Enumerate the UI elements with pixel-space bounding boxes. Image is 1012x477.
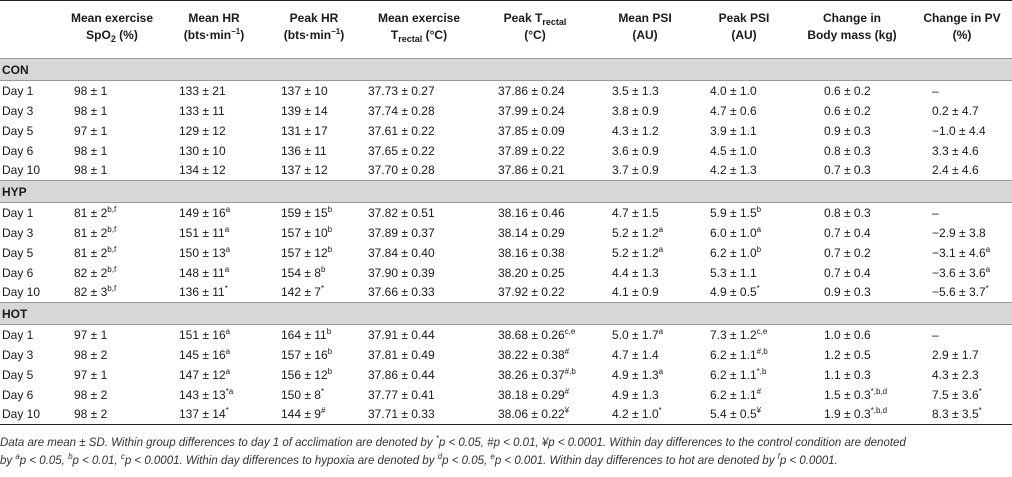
table-cell: 98 ± 2	[74, 347, 108, 362]
table-cell: $157 \pm 10^b$	[281, 224, 333, 240]
table-cell: 1.1 ± 0.3	[824, 367, 871, 382]
table-cell: 37.89 ± 0.37	[368, 225, 435, 240]
significance-marker: *	[978, 406, 982, 416]
footnote-line-1: Data are mean ± SD. Within group differences to day 1 of acclimation are denoted by *p < 0.05, #p < 0.01, ¥p < 0.0001. Within day differences to the control condition are denoted	[0, 434, 906, 449]
column-header-5: Peak $T_{rectal}$ (°C)	[503, 11, 567, 42]
table-cell: $1.5 \pm 0.3^{*,b,d}$	[824, 386, 888, 402]
table-cell: 4.3 ± 2.3	[932, 367, 979, 382]
significance-marker: *a	[225, 386, 234, 396]
table-cell: 98 ± 2	[74, 387, 108, 402]
day-label: Day 10	[2, 285, 41, 300]
significance-marker: a	[658, 326, 664, 336]
table-cell: $81 \pm 2^{b,f}$	[74, 204, 117, 220]
significance-marker: *	[320, 284, 325, 294]
group-row	[0, 303, 1012, 325]
table-cell: 137 ± 10	[281, 83, 328, 98]
table-cell: 98 ± 1	[74, 143, 108, 158]
table-cell: 150 ± 8*	[281, 386, 325, 402]
table-cell: $150 \pm 13^a$	[179, 244, 231, 260]
significance-marker: *	[225, 406, 229, 416]
table-cell: 98 ± 2	[62, 405, 162, 425]
table-cell: $81 \pm 2^{b,f}$	[74, 244, 117, 260]
table-cell: 4.0 ± 1.0	[710, 83, 757, 98]
significance-marker: b,f	[107, 244, 117, 254]
significance-marker: a	[225, 326, 231, 336]
table-cell: 144 ± 9#	[266, 405, 362, 425]
table-cell: $82 \pm 2^{b,f}$	[74, 264, 117, 280]
table-cell: $156 \pm 12^b$	[281, 366, 333, 382]
table-cell: −3.6 ± 3.6$^a$	[932, 264, 991, 280]
significance-marker: #	[756, 386, 762, 396]
table-cell: 37.77 ± 0.41	[368, 387, 435, 402]
table-cell: 37.81 ± 0.49	[368, 347, 435, 362]
column-header-7: Peak PSI (AU)	[718, 11, 770, 42]
table-cell: −2.9 ± 3.8	[932, 225, 986, 240]
table-cell: 5.9 ± 1.5$^b$	[710, 204, 762, 220]
table-cell: 4.9 ± 1.3	[612, 387, 659, 402]
superscript: f	[777, 452, 780, 461]
significance-marker: a	[756, 224, 762, 234]
table-cell: −3.1 ± 4.6$^a$	[932, 244, 991, 260]
day-label: Day 5	[2, 245, 34, 260]
table-cell: 38.14 ± 0.29	[498, 225, 565, 240]
table-cell: 3.7 ± 0.9	[612, 163, 659, 178]
column-header-1: Mean exercise SpO$_2$ (%)	[70, 11, 154, 44]
significance-marker: b	[327, 204, 333, 214]
significance-marker: b,f	[107, 264, 117, 274]
significance-marker: #,b	[756, 346, 768, 356]
footnote-line-2: by $^a$p < 0.05, $^b$p < 0.01, $^c$p < 0.0001. Within day differences to hypoxia are denoted by $^d$p < 0.05, $^e$p < 0.001. Within day differences to hot are denoted by $^f$p < 0.0001.	[0, 452, 838, 467]
significance-marker: a	[225, 244, 231, 254]
table-cell: $6.2 \pm 1.1^{*,b}$	[710, 366, 767, 382]
table-cell: $1.9 \pm 0.3^{*,b,d}$	[792, 405, 912, 425]
table-cell: $6.2 \pm 1.1^{\#,b}$	[710, 346, 768, 362]
table-cell: $147 \pm 12^a$	[179, 366, 231, 382]
table-cell: 0.6 ± 0.2	[824, 103, 871, 118]
significance-marker: #	[564, 346, 570, 356]
day-label: Day 6	[2, 265, 34, 280]
significance-marker: #	[320, 406, 326, 416]
table-cell: 5.2 ± 1.2$^a$	[612, 224, 664, 240]
table-cell: 37.61 ± 0.22	[368, 123, 435, 138]
table-row	[0, 203, 1012, 223]
table-cell: 4.2 ± 1.0*	[594, 405, 696, 425]
table-cell: $7.3 \pm 1.2^{c,e}$	[710, 326, 768, 342]
superscript: d	[437, 452, 443, 461]
table-cell: 6.2 ± 1.1#	[710, 386, 762, 402]
table-cell: 98 ± 1	[74, 163, 108, 178]
table-cell: 97 ± 1	[74, 367, 108, 382]
table-cell: 5.4 ± 0.5¥	[696, 405, 792, 425]
table-cell: 7.5 ± 3.6*	[932, 386, 982, 402]
significance-marker: b	[327, 346, 333, 356]
table-cell: 142 ± 7*	[281, 284, 325, 300]
table-cell: 2.9 ± 1.7	[932, 347, 979, 362]
significance-marker: b	[327, 366, 333, 376]
group-label: CON	[0, 59, 1012, 81]
table-cell: 0.2 ± 4.7	[932, 103, 979, 118]
table-cell: 0.7 ± 0.4	[824, 225, 871, 240]
table-cell: 136 ± 11*	[179, 284, 228, 300]
table-cell: $38.68 \pm 0.26^{c,e}$	[498, 326, 576, 342]
day-label: Day 10	[0, 405, 62, 425]
table-cell: 6.0 ± 1.0$^a$	[710, 224, 762, 240]
table-row	[0, 243, 1012, 263]
significance-marker: *	[756, 284, 760, 294]
table-cell: 37.90 ± 0.39	[368, 265, 435, 280]
significance-marker: b,f	[107, 284, 117, 294]
table-cell: 136 ± 11	[281, 143, 327, 158]
table-cell: 37.89 ± 0.22	[498, 143, 565, 158]
table-cell: 4.7 ± 0.6	[710, 103, 757, 118]
column-header-0	[0, 1, 62, 59]
table-cell: 133 ± 21	[179, 83, 226, 98]
column-header-4: Mean exercise $T_{rectal}$ (°C)	[377, 11, 461, 44]
table-cell: 98 ± 1	[74, 103, 108, 118]
table-cell: 0.7 ± 0.3	[824, 163, 871, 178]
table-cell: 37.70 ± 0.28	[368, 163, 435, 178]
table-cell: 38.16 ± 0.46	[498, 205, 565, 220]
table-cell: $143 \pm 13^{*a}$	[179, 386, 234, 402]
header-row	[0, 1, 1012, 59]
significance-marker: b,f	[107, 204, 117, 214]
table-cell: $82 \pm 3^{b,f}$	[74, 284, 117, 300]
table-cell: 0.8 ± 0.3	[824, 143, 871, 158]
table-cell: 5.0 ± 1.7$^a$	[612, 326, 664, 342]
significance-marker: *	[658, 406, 662, 416]
table-cell: 0.8 ± 0.3	[824, 205, 871, 220]
table-cell: 5.2 ± 1.2$^a$	[612, 244, 664, 260]
day-label: Day 6	[2, 387, 34, 402]
superscript: −1	[331, 27, 341, 36]
table-cell: 1.2 ± 0.5	[824, 347, 871, 362]
table-body	[0, 59, 1012, 425]
superscript: *	[435, 434, 439, 443]
table-cell: 133 ± 11	[179, 103, 225, 118]
significance-marker: b	[756, 204, 762, 214]
table-cell: $151 \pm 16^a$	[179, 326, 231, 342]
day-label: Day 5	[2, 367, 34, 382]
day-label: Day 1	[2, 327, 34, 342]
table-cell: 4.4 ± 1.3	[612, 265, 659, 280]
significance-marker: *	[985, 284, 989, 294]
significance-marker: ¥	[564, 406, 570, 416]
table-cell: 4.2 ± 1.3	[710, 163, 757, 178]
significance-marker: #,b	[564, 366, 576, 376]
table-cell: 134 ± 12	[179, 163, 226, 178]
significance-marker: a	[985, 264, 991, 274]
column-header-9: Change in PV (%)	[923, 11, 1001, 42]
table-cell: $38.26 \pm 0.37^{\#,b}$	[498, 366, 576, 382]
group-label: HOT	[0, 303, 1012, 325]
significance-marker: *	[978, 386, 982, 396]
table-cell: 4.1 ± 0.9	[612, 285, 659, 300]
significance-marker: b	[320, 264, 326, 274]
table-cell: −1.0 ± 4.4	[932, 123, 986, 138]
table-cell: $154 \pm 8^b$	[281, 264, 326, 280]
table-cell: 0.9 ± 0.3	[824, 123, 871, 138]
table-cell: 0.7 ± 0.2	[824, 245, 871, 260]
table-row	[0, 141, 1012, 161]
significance-marker: a	[225, 366, 231, 376]
significance-marker: a	[225, 204, 231, 214]
subscript: 2	[110, 34, 116, 44]
significance-marker: c,e	[564, 326, 576, 336]
table-cell: 4.9 ± 0.5*	[710, 284, 760, 300]
day-label: Day 1	[2, 205, 34, 220]
significance-marker: a	[985, 244, 991, 254]
table-row	[0, 365, 1012, 385]
table-cell: –	[932, 83, 939, 98]
table-cell: 37.74 ± 0.28	[368, 103, 435, 118]
group-row	[0, 59, 1012, 81]
table-cell: 37.91 ± 0.44	[368, 327, 435, 342]
subscript: rectal	[398, 34, 423, 44]
table-cell: 37.86 ± 0.21	[498, 163, 565, 178]
day-label: Day 1	[2, 83, 34, 98]
table-cell: 38.06 ± 0.22¥	[476, 405, 594, 425]
significance-marker: b	[756, 244, 762, 254]
significance-marker: *,b,d	[870, 386, 888, 396]
table-cell: $164 \pm 11^b$	[281, 326, 332, 342]
table-cell: 130 ± 10	[179, 143, 226, 158]
table-cell: $148 \pm 11^a$	[179, 264, 230, 280]
table-cell: 38.22 ± 0.38#	[498, 346, 570, 362]
significance-marker: #	[564, 386, 570, 396]
table-cell: 1.0 ± 0.6	[824, 327, 871, 342]
significance-marker: c,e	[756, 326, 768, 336]
day-label: Day 3	[2, 103, 34, 118]
significance-marker: a	[658, 366, 664, 376]
group-label: HYP	[0, 181, 1012, 203]
superscript: e	[490, 452, 495, 461]
table-cell: 131 ± 17	[281, 123, 328, 138]
table-cell: 4.3 ± 1.2	[612, 123, 659, 138]
table-cell: 3.5 ± 1.3	[612, 83, 659, 98]
table-cell: 0.6 ± 0.2	[824, 83, 871, 98]
table-cell: $151 \pm 11^a$	[179, 224, 230, 240]
table-cell: 139 ± 14	[281, 103, 328, 118]
group-row	[0, 181, 1012, 203]
table-cell: 97 ± 1	[74, 123, 108, 138]
day-label: Day 5	[2, 123, 34, 138]
significance-marker: a	[658, 244, 664, 254]
table-footnote	[0, 434, 1008, 470]
table-cell: 4.5 ± 1.0	[710, 143, 757, 158]
table-cell: $145 \pm 16^a$	[179, 346, 231, 362]
table-cell: 37.92 ± 0.22	[498, 285, 565, 300]
table-row	[0, 283, 1012, 303]
table-row	[0, 385, 1012, 405]
column-header-6: Mean PSI (AU)	[618, 11, 672, 42]
table-row	[0, 161, 1012, 181]
column-header-2: Mean HR $(bts\cdot\min^{-1})$	[183, 11, 245, 42]
table-cell: 8.3 ± 3.5*	[912, 405, 1012, 425]
table-cell: $157 \pm 16^b$	[281, 346, 333, 362]
table-cell: 37.66 ± 0.33	[368, 285, 435, 300]
table-cell: 137 ± 12	[281, 163, 328, 178]
table-cell: 4.7 ± 1.5	[612, 205, 659, 220]
table-row	[0, 405, 1012, 425]
significance-marker: a	[658, 224, 664, 234]
table-cell: 3.9 ± 1.1	[710, 123, 757, 138]
table-cell: 6.2 ± 1.0$^b$	[710, 244, 762, 260]
table-cell: 37.85 ± 0.09	[498, 123, 565, 138]
table-cell: 37.86 ± 0.24	[498, 83, 565, 98]
table-cell: $157 \pm 12^b$	[281, 244, 333, 260]
table-header	[0, 1, 1012, 59]
column-header-8: Change in Body mass (kg)	[807, 11, 897, 42]
table-row	[0, 263, 1012, 283]
significance-marker: b	[326, 326, 332, 336]
table-row	[0, 101, 1012, 121]
table-cell: 37.86 ± 0.44	[368, 367, 435, 382]
table-row	[0, 325, 1012, 345]
column-header-3: Peak HR $(bts\cdot\min^{-1})$	[283, 11, 345, 42]
table-cell: 37.73 ± 0.27	[368, 83, 435, 98]
table-cell: 4.7 ± 1.4	[612, 347, 659, 362]
table-row	[0, 223, 1012, 243]
table-cell: 5.3 ± 1.1	[710, 265, 757, 280]
table-row	[0, 121, 1012, 141]
table-cell: 3.3 ± 4.6	[932, 143, 979, 158]
significance-marker: b,f	[107, 224, 117, 234]
significance-marker: *	[224, 284, 228, 294]
superscript: b	[68, 452, 73, 461]
significance-marker: a	[225, 346, 231, 356]
superscript: −1	[231, 27, 241, 36]
table-cell: 98 ± 1	[74, 83, 108, 98]
day-label: Day 6	[2, 143, 34, 158]
table-cell: 37.65 ± 0.22	[368, 143, 435, 158]
table-cell: 97 ± 1	[74, 327, 108, 342]
table-cell: 37.99 ± 0.24	[498, 103, 565, 118]
table-row	[0, 81, 1012, 101]
significance-marker: b	[327, 224, 333, 234]
table-cell: –	[932, 327, 939, 342]
significance-marker: *	[320, 386, 325, 396]
table-cell: $149 \pm 16^a$	[179, 204, 231, 220]
table-cell: 37.82 ± 0.51	[368, 205, 435, 220]
table-row	[0, 345, 1012, 365]
significance-marker: *,b,d	[870, 406, 888, 416]
table-cell: 38.16 ± 0.38	[498, 245, 565, 260]
table-cell: 4.9 ± 1.3$^a$	[612, 366, 664, 382]
table-cell: 2.4 ± 4.6	[932, 163, 979, 178]
table-cell: 0.7 ± 0.4	[824, 265, 871, 280]
superscript: c	[120, 452, 125, 461]
table-cell: –	[932, 205, 939, 220]
table-cell: 38.20 ± 0.25	[498, 265, 565, 280]
day-label: Day 3	[2, 225, 34, 240]
subscript: rectal	[542, 17, 567, 27]
table-cell: 3.8 ± 0.9	[612, 103, 659, 118]
table-cell: 37.84 ± 0.40	[368, 245, 435, 260]
table-cell: $159 \pm 15^b$	[281, 204, 333, 220]
table-cell: 38.18 ± 0.29#	[498, 386, 570, 402]
significance-marker: *,b	[756, 366, 767, 376]
table-cell: 137 ± 14*	[162, 405, 266, 425]
significance-marker: ¥	[756, 406, 762, 416]
table-cell: −5.6 ± 3.7*	[932, 284, 989, 300]
superscript: a	[15, 452, 20, 461]
significance-marker: a	[224, 224, 230, 234]
day-label: Day 10	[2, 163, 41, 178]
table-cell: 0.9 ± 0.3	[824, 285, 871, 300]
significance-marker: b	[327, 244, 333, 254]
table-cell: 129 ± 12	[179, 123, 226, 138]
table-cell: $81 \pm 2^{b,f}$	[74, 224, 117, 240]
day-label: Day 3	[2, 347, 34, 362]
significance-marker: a	[224, 264, 230, 274]
table-cell: 37.71 ± 0.33	[362, 405, 476, 425]
table-cell: 3.6 ± 0.9	[612, 143, 659, 158]
